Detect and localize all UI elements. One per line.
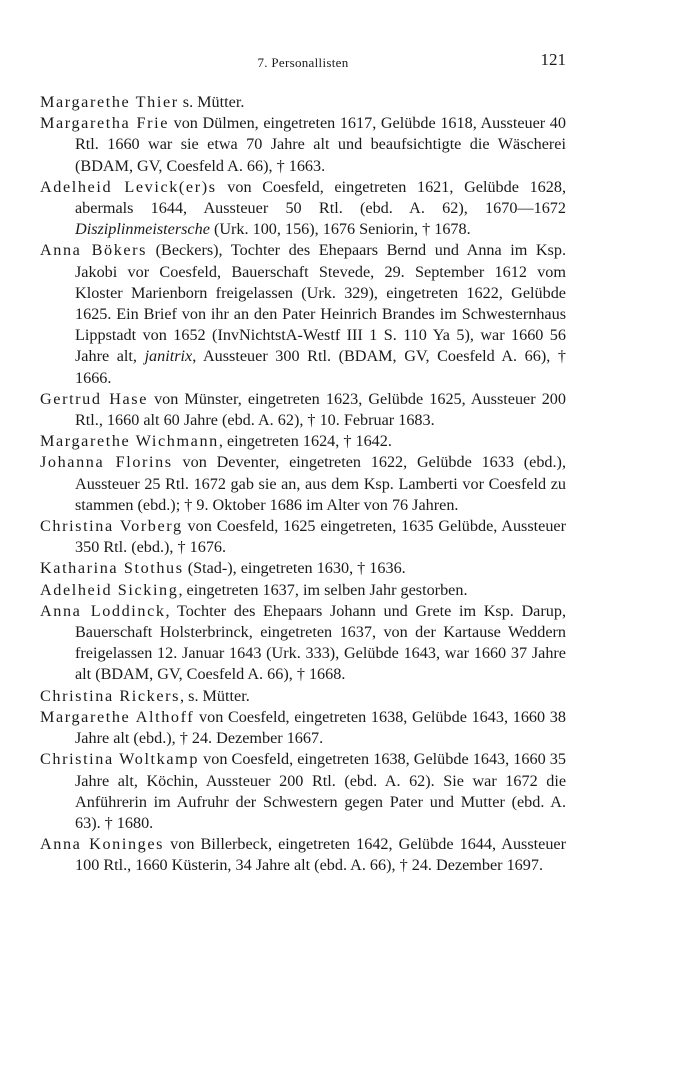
entry-name: Katharina Stothus: [40, 559, 184, 578]
entry-text: von Coesfeld, 1625 eingetreten, 1635 Gelübde, Aussteuer 350 Rtl. (ebd.), † 1676.: [75, 517, 566, 557]
entry-text: von Coesfeld, eingetreten 1638, Gelübde 1643, 1660 38 Jahre alt (ebd.), † 24. Dezember 1667.: [75, 707, 566, 748]
entry-name: Adelheid Levick(er)s: [40, 177, 217, 196]
entry-name: Christina Rickers: [40, 686, 181, 705]
entry-name: Adelheid Sicking: [40, 580, 179, 599]
list-item: [40, 177, 566, 241]
entry-italic: Disziplinmeistersche: [75, 220, 210, 239]
entry-name: Gertrud Hase: [40, 389, 148, 408]
entry-text: (Stad-), eingetreten 1630, † 1636.: [183, 559, 406, 578]
list-item: [40, 452, 566, 516]
entry-name: Anna Bökers: [40, 241, 148, 260]
list-item: [40, 240, 566, 388]
page-header: [40, 50, 566, 74]
entry-name: Margarethe Althoff: [40, 707, 195, 726]
entry-text-continued: , Aussteuer 300 Rtl. (BDAM, GV, Coesfeld A. 66), † 1666.: [75, 347, 566, 387]
entry-text: von Deventer, eingetreten 1622, Gelübde 1633 (ebd.), Aussteuer 25 Rtl. 1672 gab sie an, aus dem Ksp. Lamberti vor Coesfeld zu stammen (ebd.); † 9. Oktober 1686 im Alter von 76 Jahren.: [75, 453, 566, 514]
entry-name: Johanna Florins: [40, 453, 173, 472]
entry-text-continued: (Urk. 100, 156), 1676 Seniorin, † 1678.: [209, 220, 471, 239]
page-number: 121: [540, 50, 566, 69]
entry-name: Christina Woltkamp: [40, 750, 200, 769]
entry-text: von Billerbeck, eingetreten 1642, Gelübde 1644, Aussteuer 100 Rtl., 1660 Küsterin, 34 Jahre alt (ebd. A. 66), † 24. Dezember 1697.: [75, 835, 566, 875]
list-item: [40, 601, 566, 686]
entry-list: [40, 92, 566, 877]
entry-text: , Tochter des Ehepaars Johann und Grete im Ksp. Darup, Bauerschaft Holsterbrinck, eingetreten 1637, von der Kartause Weddern freigelassen 12. Januar 1643 (Urk. 333), Gelübde 1643, war 1660 37 Jahre alt (BDAM, GV, Coesfeld A. 66), † 1668.: [75, 601, 566, 684]
list-item: [40, 92, 566, 113]
entry-text: von Coesfeld, eingetreten 1638, Gelübde 1643, 1660 35 Jahre alt, Köchin, Aussteuer 200 Rtl. (ebd. A. 62). Sie war 1672 die Anführerin im Aufruhr der Schwestern gegen Pater und Mutter (ebd. A. 63). † 1680.: [75, 750, 566, 832]
list-item: [40, 834, 566, 876]
list-item: [40, 113, 566, 177]
entry-text: von Dülmen, eingetreten 1617, Gelübde 1618, Aussteuer 40 Rtl. 1660 war sie etwa 70 Jahre alt und beaufsichtigte die Wäscherei (BDAM, GV, Coesfeld A. 66), † 1663.: [75, 114, 566, 175]
entry-name: Margarethe Thier: [40, 93, 179, 111]
entry-text: von Coesfeld, eingetreten 1621, Gelübde 1628, abermals 1644, Aussteuer 50 Rtl. (ebd. A. 62), 1670—1672: [75, 177, 566, 218]
entry-italic: janitrix: [144, 347, 193, 366]
entry-text: , s. Mütter.: [180, 686, 250, 705]
entry-text: (Beckers), Tochter des Ehepaars Bernd und Anna im Ksp. Jakobi vor Coesfeld, Bauerschaft Stevede, 29. September 1612 vom Kloster Marienborn freigelassen (Urk. 329), eingetreten 1622, Gelübde 1625. Ein Brief von ihr an den Pater Heinrich Brandes im Schwesternhaus Lippstadt von 1652 (InvNichtstA-Westf III 1 S. 110 Ya 5), war 1660 56 Jahre alt,: [75, 241, 566, 366]
list-item: [40, 431, 566, 452]
entry-name: Christina Vorberg: [40, 517, 183, 536]
entry-name: Anna Koninges: [40, 835, 165, 854]
entry-text: von Münster, eingetreten 1623, Gelübde 1625, Aussteuer 200 Rtl., 1660 alt 60 Jahre (ebd. A. 62), † 10. Februar 1683.: [75, 389, 566, 430]
list-item: [40, 558, 566, 579]
list-item: [40, 749, 566, 834]
list-item: [40, 707, 566, 749]
entry-text: s. Mütter.: [178, 93, 245, 111]
running-head: 7. Personallisten: [257, 55, 349, 70]
entry-name: Anna Loddinck: [40, 601, 166, 620]
list-item: [40, 389, 566, 431]
list-item: [40, 686, 566, 707]
list-item: [40, 580, 566, 601]
entry-name: Margaretha Frie: [40, 114, 169, 133]
list-item: [40, 516, 566, 558]
entry-text: , eingetreten 1624, † 1642.: [218, 432, 392, 451]
entry-name: Margarethe Wichmann: [40, 432, 219, 451]
entry-text: , eingetreten 1637, im selben Jahr gestorben.: [178, 580, 468, 599]
